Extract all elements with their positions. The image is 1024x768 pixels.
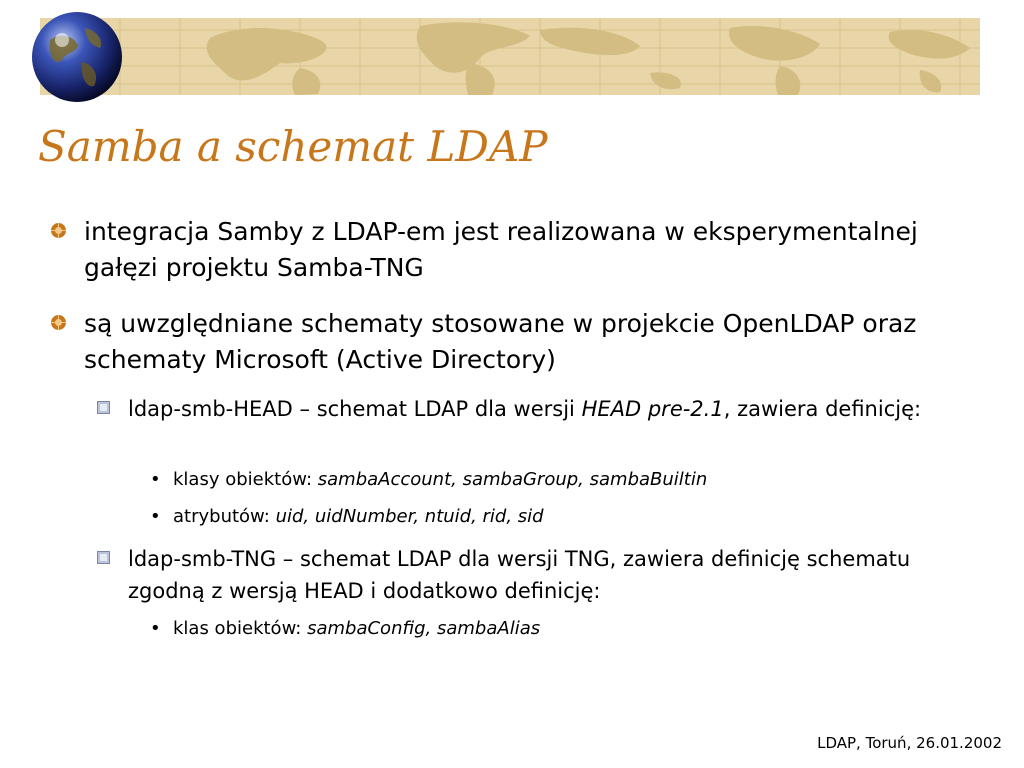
sub-sub-bullet-item	[173, 617, 993, 641]
item-label: klas obiektów:	[173, 618, 308, 639]
item-label: klasy obiektów:	[173, 469, 318, 490]
sub-bullet-item: ldap-smb-TNG – schemat LDAP dla wersji TNG, zawiera definicję schematu zgodną z wersją HEAD i dodatkowo definicję:	[128, 547, 911, 603]
dot-bullet-icon: •	[150, 469, 161, 490]
slide-title: Samba a schemat LDAP	[38, 122, 548, 171]
sub-sub-bullet-item	[173, 505, 993, 529]
sub-bullet-item	[128, 393, 988, 425]
sunburst-bullet-icon	[50, 314, 67, 331]
sunburst-bullet-icon	[50, 222, 67, 239]
item-value: sambaConfig, sambaAlias	[307, 618, 541, 639]
sub-bullet-text: , zawiera definicję:	[723, 397, 922, 421]
item-label: atrybutów:	[173, 506, 276, 527]
square-bullet-icon	[97, 551, 110, 564]
dot-bullet-icon: •	[150, 618, 161, 639]
sub-bullet-text: ldap-smb-HEAD – schemat LDAP dla wersji	[128, 397, 582, 421]
item-value: uid, uidNumber, ntuid, rid, sid	[275, 506, 544, 527]
slide-footer: LDAP, Toruń, 26.01.2002	[817, 734, 1002, 752]
dot-bullet-icon: •	[150, 506, 161, 527]
bullet-item: integracja Samby z LDAP-em jest realizowana w eksperymentalnej gałęzi projektu Samba-TNG	[84, 217, 918, 282]
sub-sub-bullet-item	[173, 468, 993, 492]
square-bullet-icon	[97, 401, 110, 414]
bullet-item: są uwzględniane schematy stosowane w projekcie OpenLDAP oraz schematy Microsoft (Active Directory)	[84, 309, 917, 374]
sub-bullet-emphasis: HEAD pre-2.1	[581, 397, 724, 421]
item-value: sambaAccount, sambaGroup, sambaBuiltin	[317, 469, 708, 490]
